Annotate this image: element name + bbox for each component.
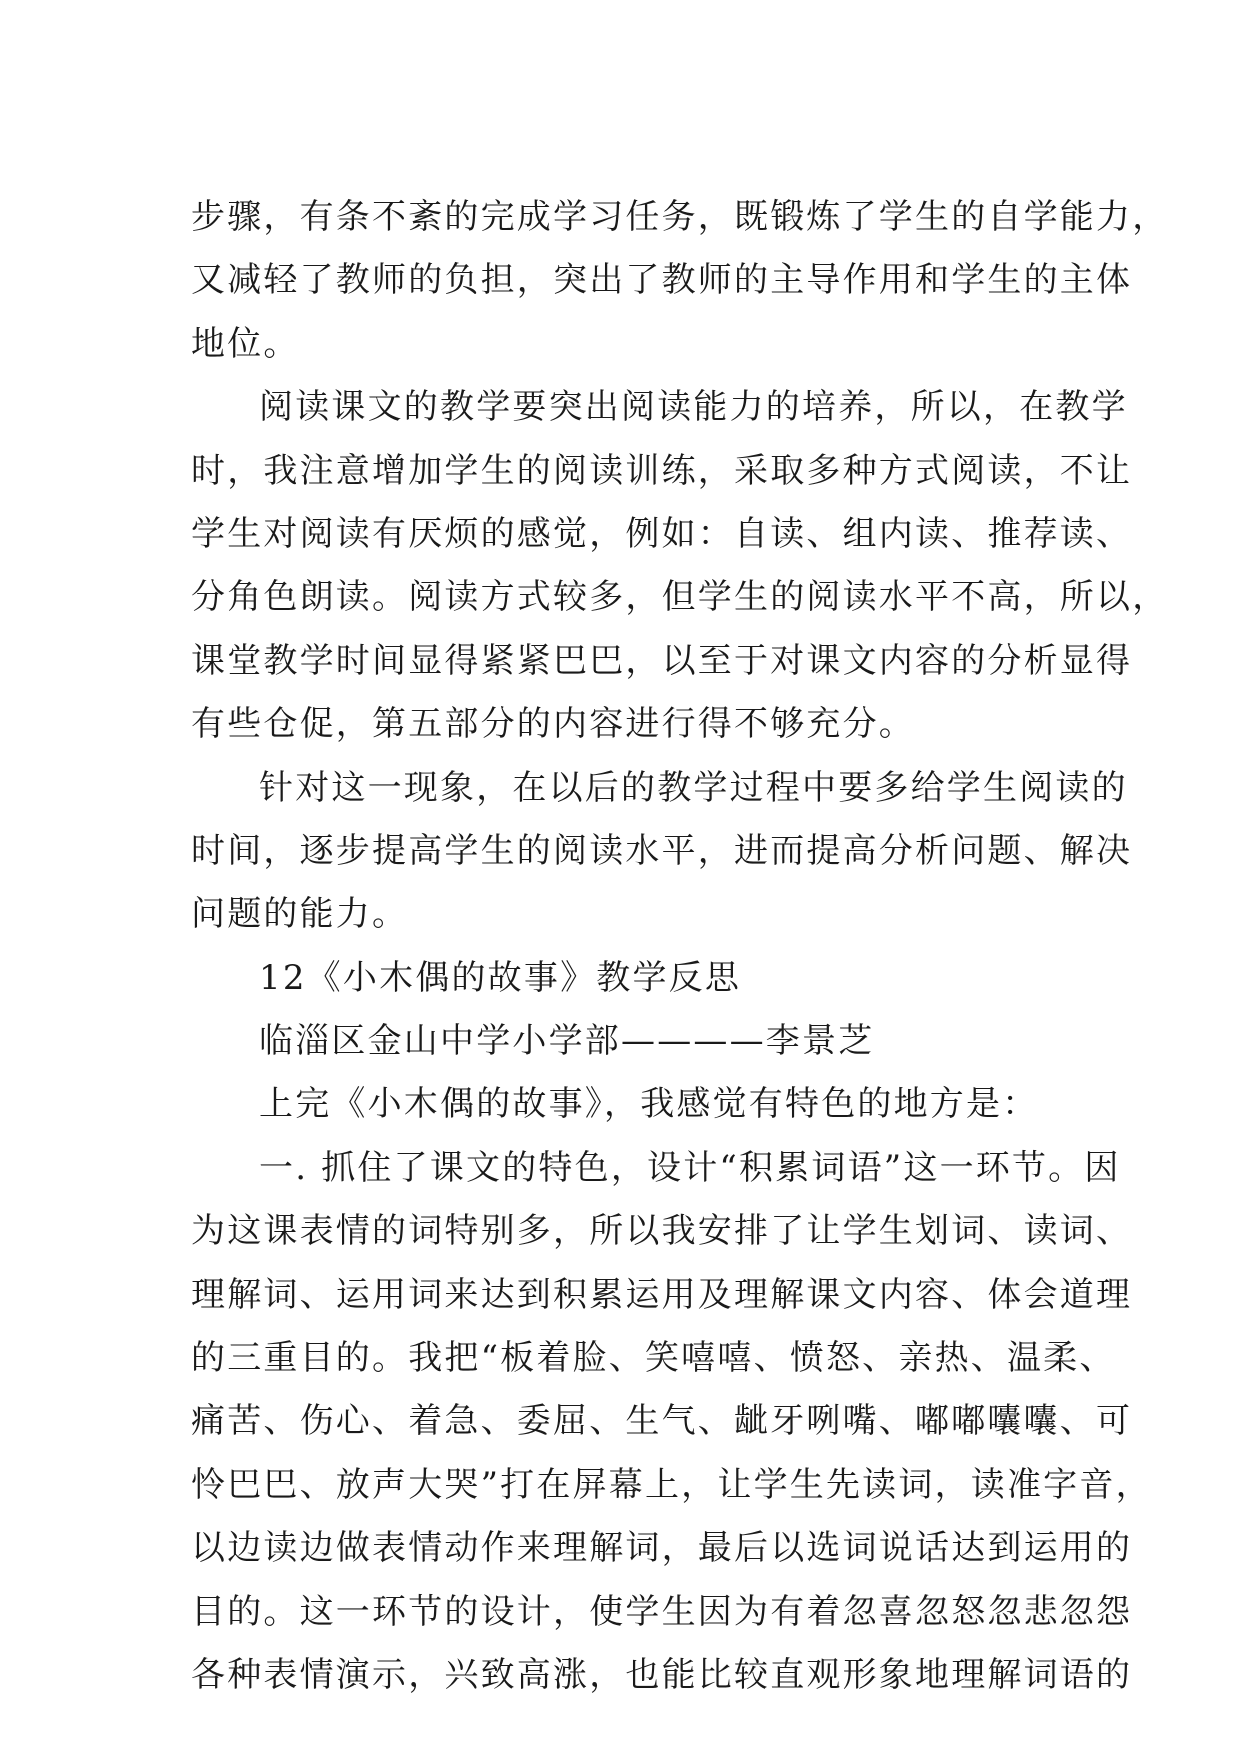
paragraph-start-line: 针对这一现象，在以后的教学过程中要多给学生阅读的 xyxy=(259,767,1128,808)
text-line: 的三重目的。我把“板着脸、笑嘻嘻、愤怒、亲热、温柔、 xyxy=(191,1338,1116,1379)
text-line: 为这课表情的词特别多，所以我安排了让学生划词、读词、 xyxy=(191,1211,1133,1252)
text-line: 步骤，有条不紊的完成学习任务，既锻炼了学生的自学能力， xyxy=(191,197,1169,237)
text-line: 目的。这一环节的设计，使学生因为有着忽喜忽怒忽悲忽怨 xyxy=(191,1591,1133,1632)
text-line: 理解词、运用词来达到积累运用及理解课文内容、体会道理 xyxy=(191,1274,1133,1315)
text-line: 分角色朗读。阅读方式较多，但学生的阅读水平不高，所以， xyxy=(191,577,1169,618)
text-line: 有些仓促，第五部分的内容进行得不够充分。 xyxy=(191,704,915,745)
text-line: 问题的能力。 xyxy=(191,894,409,935)
text-line: 时间，逐步提高学生的阅读水平，进而提高分析问题、解决 xyxy=(191,830,1133,871)
text-line: 地位。 xyxy=(191,323,300,364)
paragraph-start-line: 阅读课文的教学要突出阅读能力的培养，所以，在教学 xyxy=(259,387,1128,428)
document-body xyxy=(191,186,1169,1707)
text-line: 怜巴巴、放声大哭”打在屏幕上，让学生先读词，读准字音， xyxy=(191,1464,1152,1505)
text-line: 以边读边做表情动作来理解词，最后以选词说话达到运用的 xyxy=(191,1528,1133,1569)
text-line: 课堂教学时间显得紧紧巴巴，以至于对课文内容的分析显得 xyxy=(191,640,1133,681)
text-line: 学生对阅读有厌烦的感觉，例如：自读、组内读、推荐读、 xyxy=(191,513,1133,554)
text-line: 时，我注意增加学生的阅读训练，采取多种方式阅读，不让 xyxy=(191,450,1133,491)
text-line: 又减轻了教师的负担，突出了教师的主导作用和学生的主体 xyxy=(191,260,1133,301)
section-title: 12《小木偶的故事》教学反思 xyxy=(259,957,742,998)
paragraph-start-line: 一. 抓住了课文的特色，设计“积累词语”这一环节。因 xyxy=(259,1147,1121,1188)
paragraph-start-line: 上完《小木偶的故事》，我感觉有特色的地方是： xyxy=(259,1084,1039,1125)
text-line: 各种表情演示，兴致高涨，也能比较直观形象地理解词语的 xyxy=(191,1654,1133,1695)
text-line: 痛苦、伤心、着急、委屈、生气、龇牙咧嘴、嘟嘟囔囔、可 xyxy=(191,1401,1133,1442)
author-line: 临淄区金山中学小学部————李景芝 xyxy=(259,1021,875,1062)
